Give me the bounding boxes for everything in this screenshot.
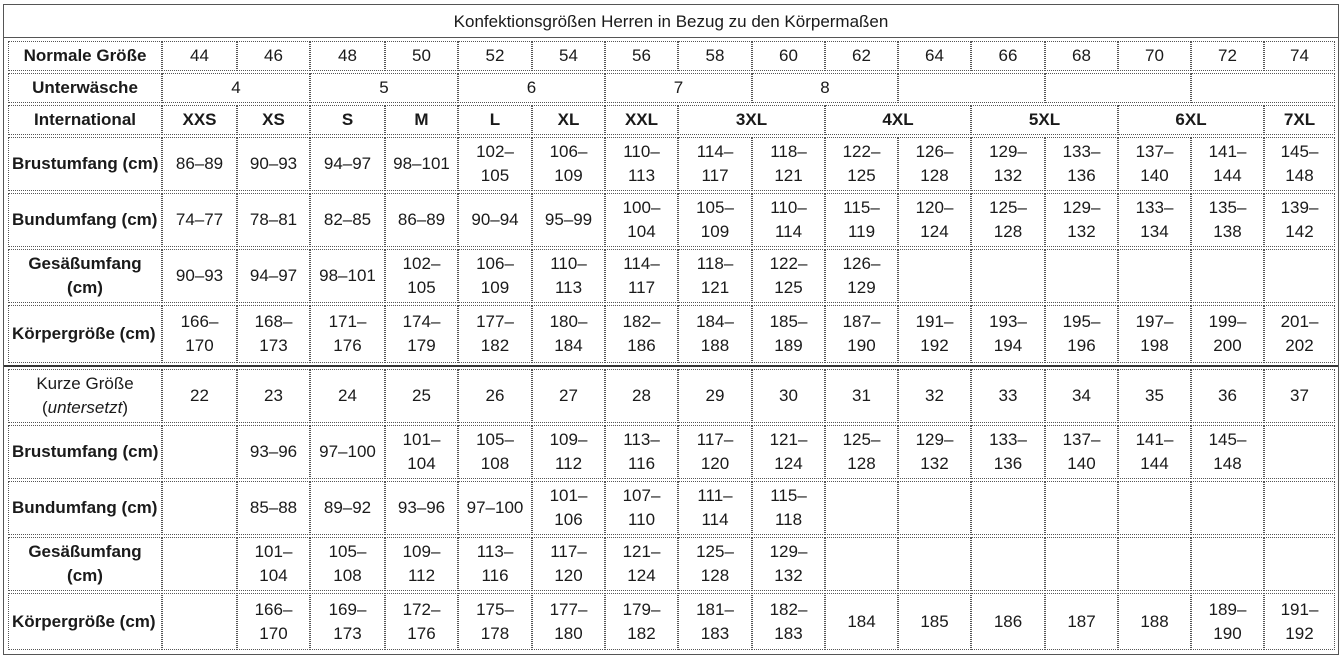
normal-cell: 74: [1264, 41, 1335, 71]
short-cell: 117– 120: [678, 425, 752, 479]
short-cell: [1118, 481, 1191, 535]
short-cell: 25: [385, 369, 458, 423]
normal-cell: 129– 132: [1045, 193, 1118, 247]
normal-cell: 187– 190: [825, 305, 898, 363]
normal-cell: 114– 117: [605, 249, 678, 303]
normal-cell: [1264, 249, 1335, 303]
short-cell: [971, 537, 1045, 591]
normal-cell: 8: [752, 73, 898, 103]
short-row-label: Kurze Größe (untersetzt): [8, 369, 162, 423]
normal-cell: 110– 113: [532, 249, 605, 303]
short-cell: 145– 148: [1191, 425, 1264, 479]
normal-cell: 122– 125: [825, 137, 898, 191]
short-cell: 101– 104: [237, 537, 310, 591]
short-cell: [162, 425, 237, 479]
short-cell: [162, 537, 237, 591]
short-cell: 89–92: [310, 481, 385, 535]
short-cell: 31: [825, 369, 898, 423]
normal-cell: S: [310, 105, 385, 135]
short-cell: 115– 118: [752, 481, 825, 535]
short-cell: 29: [678, 369, 752, 423]
short-cell: 109– 112: [385, 537, 458, 591]
normal-cell: XXS: [162, 105, 237, 135]
short-row-label: Gesäßumfang (cm): [8, 537, 162, 591]
normal-cell: 102– 105: [458, 137, 532, 191]
normal-cell: 201– 202: [1264, 305, 1335, 363]
normal-cell: 106– 109: [458, 249, 532, 303]
normal-cell: 180– 184: [532, 305, 605, 363]
normal-cell: 44: [162, 41, 237, 71]
normal-cell: 5: [310, 73, 458, 103]
normal-cell: 54: [532, 41, 605, 71]
normal-cell: 74–77: [162, 193, 237, 247]
short-cell: 36: [1191, 369, 1264, 423]
short-cell: 93–96: [237, 425, 310, 479]
short-cell: 109– 112: [532, 425, 605, 479]
normal-cell: 7XL: [1264, 105, 1335, 135]
short-cell: 35: [1118, 369, 1191, 423]
short-cell: 34: [1045, 369, 1118, 423]
normal-cell: 95–99: [532, 193, 605, 247]
normal-cell: 135– 138: [1191, 193, 1264, 247]
short-cell: 129– 132: [898, 425, 971, 479]
short-cell: 27: [532, 369, 605, 423]
normal-cell: 105– 109: [678, 193, 752, 247]
normal-row-label: Körpergröße (cm): [8, 305, 162, 363]
size-chart-table: [3, 4, 1339, 655]
short-cell: [825, 481, 898, 535]
normal-cell: 129– 132: [971, 137, 1045, 191]
normal-cell: 72: [1191, 41, 1264, 71]
short-cell: 121– 124: [752, 425, 825, 479]
short-cell: 24: [310, 369, 385, 423]
short-row-label: Körpergröße (cm): [8, 593, 162, 650]
normal-cell: 195– 196: [1045, 305, 1118, 363]
normal-cell: 106– 109: [532, 137, 605, 191]
short-cell: 97–100: [310, 425, 385, 479]
normal-row-label: Gesäßumfang (cm): [8, 249, 162, 303]
normal-cell: 86–89: [385, 193, 458, 247]
short-cell: 37: [1264, 369, 1335, 423]
short-cell: 185: [898, 593, 971, 650]
short-cell: 113– 116: [458, 537, 532, 591]
normal-cell: 90–93: [162, 249, 237, 303]
normal-cell: 197– 198: [1118, 305, 1191, 363]
short-cell: [1191, 537, 1264, 591]
normal-cell: [1191, 249, 1264, 303]
normal-cell: 98–101: [310, 249, 385, 303]
normal-cell: 141– 144: [1191, 137, 1264, 191]
short-row-label: Brustumfang (cm): [8, 425, 162, 479]
normal-cell: 90–93: [237, 137, 310, 191]
short-cell: [971, 481, 1045, 535]
normal-cell: 56: [605, 41, 678, 71]
normal-cell: XS: [237, 105, 310, 135]
short-cell: 121– 124: [605, 537, 678, 591]
short-cell: 105– 108: [458, 425, 532, 479]
normal-cell: 98–101: [385, 137, 458, 191]
short-cell: 111– 114: [678, 481, 752, 535]
short-cell: 26: [458, 369, 532, 423]
normal-cell: 110– 113: [605, 137, 678, 191]
normal-cell: [1045, 73, 1191, 103]
short-cell: [1045, 537, 1118, 591]
normal-cell: 94–97: [310, 137, 385, 191]
normal-cell: 171– 176: [310, 305, 385, 363]
normal-cell: [1045, 249, 1118, 303]
normal-cell: 191– 192: [898, 305, 971, 363]
short-cell: 125– 128: [678, 537, 752, 591]
normal-cell: M: [385, 105, 458, 135]
short-cell: 133– 136: [971, 425, 1045, 479]
normal-cell: 60: [752, 41, 825, 71]
normal-cell: L: [458, 105, 532, 135]
short-cell: 28: [605, 369, 678, 423]
normal-cell: 4: [162, 73, 310, 103]
short-cell: [1264, 537, 1335, 591]
normal-cell: 58: [678, 41, 752, 71]
normal-cell: 68: [1045, 41, 1118, 71]
short-row-label: Bundumfang (cm): [8, 481, 162, 535]
normal-cell: 118– 121: [678, 249, 752, 303]
normal-cell: [1118, 249, 1191, 303]
short-cell: 169– 173: [310, 593, 385, 650]
normal-cell: 6: [458, 73, 605, 103]
normal-cell: 94–97: [237, 249, 310, 303]
normal-cell: 110– 114: [752, 193, 825, 247]
short-cell: 175– 178: [458, 593, 532, 650]
short-cell: 129– 132: [752, 537, 825, 591]
normal-cell: 145– 148: [1264, 137, 1335, 191]
short-cell: 172– 176: [385, 593, 458, 650]
short-cell: 141– 144: [1118, 425, 1191, 479]
short-cell: 188: [1118, 593, 1191, 650]
short-cell: 33: [971, 369, 1045, 423]
normal-cell: 174– 179: [385, 305, 458, 363]
normal-cell: 193– 194: [971, 305, 1045, 363]
short-cell: 166– 170: [237, 593, 310, 650]
short-cell: [1264, 425, 1335, 479]
short-cell: 107– 110: [605, 481, 678, 535]
short-cell: [1118, 537, 1191, 591]
short-cell: 182– 183: [752, 593, 825, 650]
normal-cell: 125– 128: [971, 193, 1045, 247]
normal-cell: XL: [532, 105, 605, 135]
normal-cell: [898, 73, 1045, 103]
short-cell: [898, 481, 971, 535]
normal-cell: 78–81: [237, 193, 310, 247]
short-cell: 105– 108: [310, 537, 385, 591]
normal-cell: 114– 117: [678, 137, 752, 191]
normal-cell: 137– 140: [1118, 137, 1191, 191]
short-cell: [162, 593, 237, 650]
normal-cell: 62: [825, 41, 898, 71]
normal-cell: 52: [458, 41, 532, 71]
normal-cell: 133– 134: [1118, 193, 1191, 247]
normal-cell: 118– 121: [752, 137, 825, 191]
short-cell: [898, 537, 971, 591]
normal-cell: 133– 136: [1045, 137, 1118, 191]
normal-cell: 90–94: [458, 193, 532, 247]
short-cell: 189– 190: [1191, 593, 1264, 650]
normal-cell: 185– 189: [752, 305, 825, 363]
short-cell: 93–96: [385, 481, 458, 535]
short-cell: 187: [1045, 593, 1118, 650]
short-cell: 191– 192: [1264, 593, 1335, 650]
normal-cell: 102– 105: [385, 249, 458, 303]
normal-cell: 139– 142: [1264, 193, 1335, 247]
normal-cell: 120– 124: [898, 193, 971, 247]
normal-cell: 126– 128: [898, 137, 971, 191]
short-cell: [1045, 481, 1118, 535]
short-cell: 30: [752, 369, 825, 423]
short-cell: 137– 140: [1045, 425, 1118, 479]
normal-cell: 177– 182: [458, 305, 532, 363]
normal-cell: 6XL: [1118, 105, 1264, 135]
normal-cell: [1191, 73, 1335, 103]
short-cell: 184: [825, 593, 898, 650]
short-cell: 101– 106: [532, 481, 605, 535]
short-cell: 22: [162, 369, 237, 423]
short-cell: 32: [898, 369, 971, 423]
normal-cell: XXL: [605, 105, 678, 135]
normal-cell: 70: [1118, 41, 1191, 71]
short-cell: 85–88: [237, 481, 310, 535]
normal-cell: 168– 173: [237, 305, 310, 363]
short-cell: 101– 104: [385, 425, 458, 479]
short-size-sublabel: untersetzt: [47, 398, 123, 417]
normal-cell: 50: [385, 41, 458, 71]
short-cell: [1264, 481, 1335, 535]
short-cell: [162, 481, 237, 535]
normal-cell: 4XL: [825, 105, 971, 135]
normal-cell: 100– 104: [605, 193, 678, 247]
normal-cell: 184– 188: [678, 305, 752, 363]
normal-cell: [898, 249, 971, 303]
normal-cell: 115– 119: [825, 193, 898, 247]
normal-cell: 182– 186: [605, 305, 678, 363]
short-cell: [1191, 481, 1264, 535]
normal-cell: 82–85: [310, 193, 385, 247]
normal-cell: 5XL: [971, 105, 1118, 135]
normal-cell: 166– 170: [162, 305, 237, 363]
normal-cell: 126– 129: [825, 249, 898, 303]
short-cell: [825, 537, 898, 591]
normal-cell: 3XL: [678, 105, 825, 135]
normal-row-label: Brustumfang (cm): [8, 137, 162, 191]
normal-cell: [971, 249, 1045, 303]
normal-cell: 122– 125: [752, 249, 825, 303]
short-cell: 125– 128: [825, 425, 898, 479]
normal-cell: 64: [898, 41, 971, 71]
short-cell: 117– 120: [532, 537, 605, 591]
normal-cell: 66: [971, 41, 1045, 71]
short-cell: 179– 182: [605, 593, 678, 650]
normal-cell: 7: [605, 73, 752, 103]
short-cell: 113– 116: [605, 425, 678, 479]
short-cell: 181– 183: [678, 593, 752, 650]
normal-row-label: Normale Größe: [8, 41, 162, 71]
short-cell: 23: [237, 369, 310, 423]
normal-row-label: Bundumfang (cm): [8, 193, 162, 247]
normal-cell: 86–89: [162, 137, 237, 191]
normal-cell: 46: [237, 41, 310, 71]
short-cell: 177– 180: [532, 593, 605, 650]
short-size-label: Kurze Größe: [36, 374, 134, 393]
normal-row-label: International: [8, 105, 162, 135]
normal-cell: 199– 200: [1191, 305, 1264, 363]
table-title: Konfektionsgrößen Herren in Bezug zu den Körpermaßen: [4, 5, 1338, 38]
normal-cell: 48: [310, 41, 385, 71]
section-divider: [4, 365, 1338, 367]
normal-row-label: Unterwäsche: [8, 73, 162, 103]
short-cell: 186: [971, 593, 1045, 650]
short-cell: 97–100: [458, 481, 532, 535]
